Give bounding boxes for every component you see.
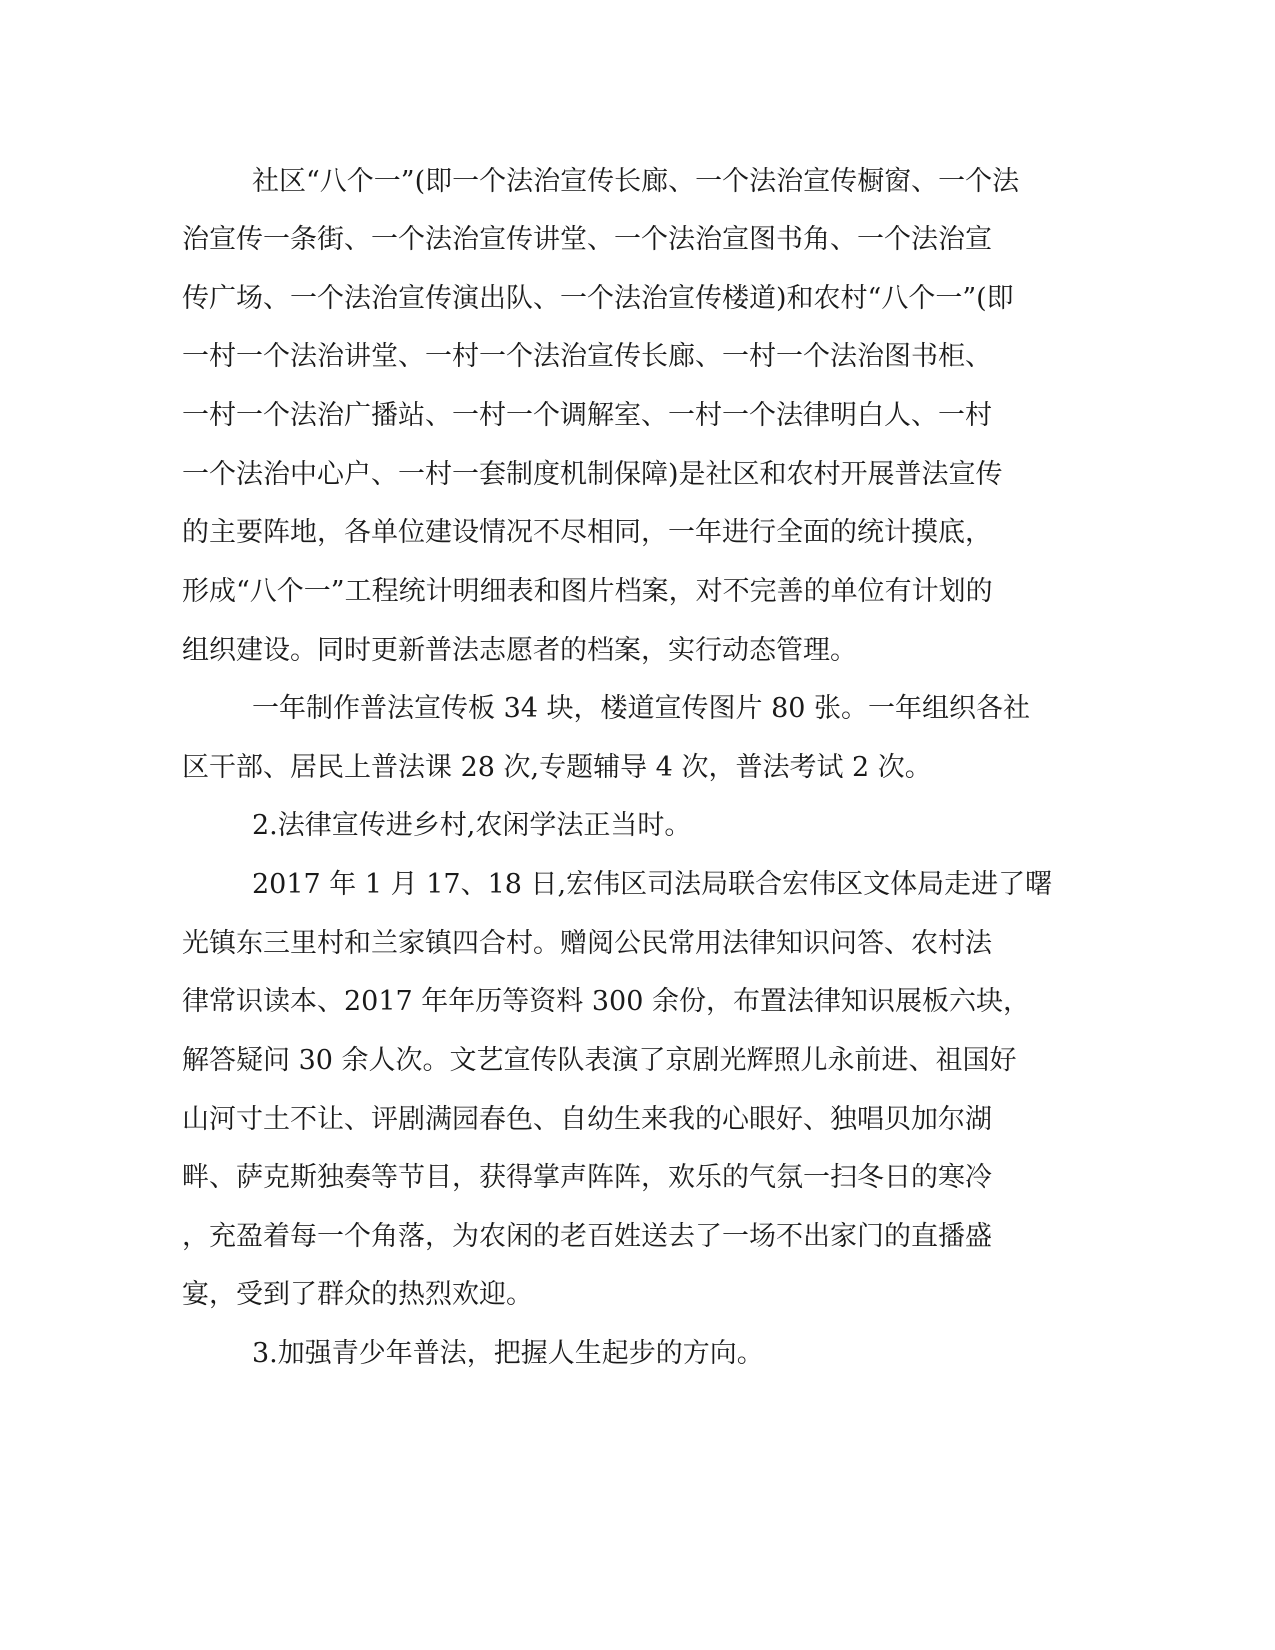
text-line: 宴，受到了群众的热烈欢迎。 xyxy=(182,1279,533,1310)
section-heading: 3.加强青少年普法，把握人生起步的方向。 xyxy=(252,1338,764,1369)
text-line: 形成“八个一”工程统计明细表和图片档案，对不完善的单位有计划的 xyxy=(182,576,993,607)
text-line: 一村一个法治广播站、一村一个调解室、一村一个法律明白人、一村 xyxy=(182,400,992,431)
text-line: 畔、萨克斯独奏等节目，获得掌声阵阵，欢乐的气氛一扫冬日的寒冷 xyxy=(182,1162,992,1193)
text-line: ，充盈着每一个角落，为农闲的老百姓送去了一场不出家门的直播盛 xyxy=(182,1221,992,1252)
text-line: 社区“八个一”(即一个法治宣传长廊、一个法治宣传橱窗、一个法 xyxy=(252,166,1020,197)
text-line: 一年制作普法宣传板 34 块，楼道宣传图片 80 张。一年组织各社 xyxy=(252,693,1031,724)
text-line: 2017 年 1 月 17、18 日,宏伟区司法局联合宏伟区文体局走进了曙 xyxy=(252,869,1053,900)
text-line: 光镇东三里村和兰家镇四合村。赠阅公民常用法律知识问答、农村法 xyxy=(182,928,992,959)
text-line: 传广场、一个法治宣传演出队、一个法治宣传楼道)和农村“八个一”(即 xyxy=(182,283,1014,314)
text-line: 一村一个法治讲堂、一村一个法治宣传长廊、一村一个法治图书柜、 xyxy=(182,341,992,372)
text-line: 解答疑问 30 余人次。文艺宣传队表演了京剧光辉照儿永前进、祖国好 xyxy=(182,1045,1017,1076)
text-line: 组织建设。同时更新普法志愿者的档案，实行动态管理。 xyxy=(182,635,857,666)
text-line: 山河寸土不让、评剧满园春色、自幼生来我的心眼好、独唱贝加尔湖 xyxy=(182,1104,992,1135)
text-line: 治宣传一条街、一个法治宣传讲堂、一个法治宣图书角、一个法治宣 xyxy=(182,224,992,255)
text-line: 区干部、居民上普法课 28 次,专题辅导 4 次，普法考试 2 次。 xyxy=(182,752,932,783)
text-line: 律常识读本、2017 年年历等资料 300 余份，布置法律知识展板六块， xyxy=(182,986,1030,1017)
text-line: 一个法治中心户、一村一套制度机制保障)是社区和农村开展普法宣传 xyxy=(182,459,1003,490)
section-heading: 2.法律宣传进乡村,农闲学法正当时。 xyxy=(252,810,692,841)
text-line: 的主要阵地，各单位建设情况不尽相同，一年进行全面的统计摸底， xyxy=(182,517,992,548)
